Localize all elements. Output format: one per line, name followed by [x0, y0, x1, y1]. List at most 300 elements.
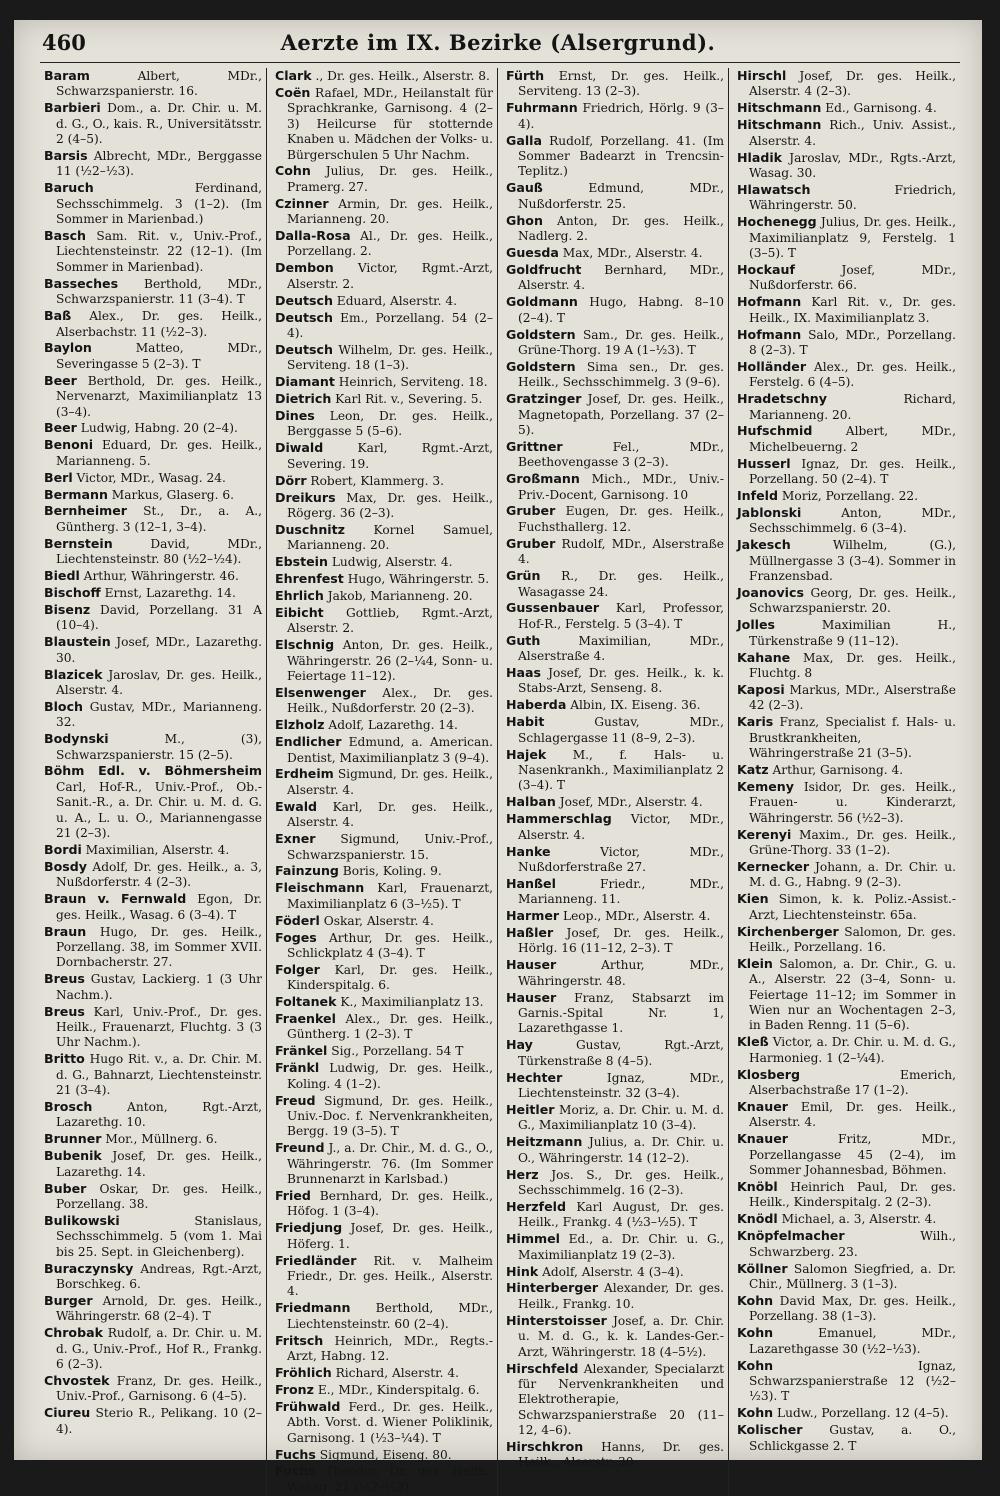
- entry-name: Burger: [44, 1292, 93, 1308]
- entry-text: Friedr., MDr., Marianneng. 11.: [518, 876, 724, 907]
- entry-text: Richard, Marianneng. 20.: [749, 392, 956, 422]
- entry-name: Kaposi: [737, 681, 785, 697]
- entry-text: Heinrich, MDr., Regts.-Arzt, Habng. 12.: [287, 1333, 493, 1364]
- entry-text: Johann, a. Dr. Chir. u. M. d. G., Habng. 9 (2–3).: [749, 859, 956, 890]
- entry-name: Deutsch: [275, 341, 333, 357]
- entry-text: Adolf, Alserstr. 4 (3–4).: [542, 1264, 684, 1279]
- directory-entry: [506, 503, 724, 535]
- directory-entry: [737, 182, 956, 214]
- entry-name: Breus: [44, 971, 85, 987]
- entry-name: Fainzung: [275, 863, 339, 879]
- entry-name: Bernheimer: [44, 503, 128, 519]
- entry-name: Haberda: [506, 697, 567, 713]
- entry-name: Cohn: [275, 163, 311, 179]
- directory-entry: [737, 100, 956, 116]
- directory-entry: [44, 891, 262, 923]
- entry-name: Fränkl: [275, 1060, 320, 1076]
- directory-entry: [737, 117, 956, 149]
- directory-entry: [737, 1179, 956, 1211]
- entry-name: Grün: [506, 568, 541, 584]
- directory-entry: [44, 1004, 262, 1051]
- entry-name: Coën: [275, 84, 311, 100]
- directory-entry: [506, 714, 724, 746]
- entry-name: Dembon: [275, 260, 334, 276]
- entry-text: Anton, Dr. ges. Heilk., Nadlerg. 2.: [518, 213, 724, 244]
- entry-name: Hirschkron: [506, 1439, 584, 1455]
- entry-text: Mich., MDr., Univ.-Priv.-Docent, Garnisong. 10: [518, 472, 725, 502]
- entry-text: Victor, a. Dr. Chir. u. M. d. G., Harmonieg. 1 (2–¼4).: [749, 1035, 957, 1065]
- directory-entry: [737, 505, 956, 537]
- entry-text: Salomon Siegfried, a. Dr. Chir., Müllnerg. 3 (1–3).: [749, 1261, 957, 1291]
- entry-name: Husserl: [737, 455, 791, 471]
- directory-entry: [44, 699, 262, 731]
- entry-text: Max, MDr., Alserstr. 4.: [562, 245, 703, 260]
- directory-entry: [506, 925, 724, 957]
- entry-name: Halban: [506, 794, 556, 810]
- entry-text: Victor, MDr., Wasag. 24.: [76, 470, 226, 485]
- entry-text: Markus, MDr., Alserstraße 42 (2–3).: [749, 682, 956, 713]
- entry-text: Arthur, Dr. ges. Heilk., Schlickplatz 4 (3–4). T: [287, 930, 494, 960]
- entry-text: Karl August, Dr. ges. Heilk., Frankg. 4 (½3–½5). T: [518, 1199, 724, 1230]
- directory-entry: [44, 1405, 262, 1437]
- directory-entry: [275, 473, 493, 489]
- entry-text: St., Dr., a. A., Güntherg. 3 (12–1, 3–4).: [56, 504, 263, 534]
- entry-name: Knöbl: [737, 1179, 778, 1195]
- directory-entry: [275, 734, 493, 766]
- directory-entry: [275, 85, 493, 163]
- entry-text: Gottlieb, Rgmt.-Arzt, Alserstr. 2.: [287, 605, 493, 636]
- directory-entry: [506, 1037, 724, 1069]
- entry-name: Exner: [275, 831, 316, 847]
- entry-name: Ghon: [506, 212, 543, 228]
- directory-columns: [40, 68, 960, 1494]
- entry-name: Dörr: [275, 472, 307, 488]
- entry-name: Hink: [506, 1263, 539, 1279]
- entry-name: Karis: [737, 714, 774, 730]
- directory-entry: [506, 811, 724, 843]
- entry-text: Jos. S., Dr. ges. Heilk., Sechsschimmelg. 16 (2–3).: [518, 1167, 725, 1198]
- entry-name: Hechter: [506, 1069, 563, 1085]
- entry-name: Kernecker: [737, 858, 810, 874]
- entry-name: Hochenegg: [737, 214, 817, 230]
- entry-name: Braun: [44, 923, 87, 939]
- entry-text: Albert, MDr., Schwarzspanierstr. 16.: [56, 69, 263, 99]
- entry-name: Katz: [737, 761, 769, 777]
- entry-name: Baylon: [44, 340, 92, 356]
- entry-name: Bernstein: [44, 535, 113, 551]
- entry-text: Karl, Univ.-Prof., Dr. ges. Heilk., Frauenarzt, Fluchtg. 3 (3 Uhr Nachm.).: [56, 1004, 262, 1050]
- entry-name: Foges: [275, 929, 317, 945]
- entry-name: Folger: [275, 961, 320, 977]
- directory-entry: [506, 990, 724, 1037]
- entry-text: Hugo, Habng. 8–10 (2–4). T: [518, 295, 724, 325]
- entry-name: Eibicht: [275, 604, 324, 620]
- directory-entry: [44, 503, 262, 535]
- entry-text: Michael, a. 3, Alserstr. 4.: [781, 1212, 937, 1227]
- entry-text: Josef, Dr. ges. Heilk., k. k. Stabs-Arzt, Senseng. 8.: [518, 666, 724, 696]
- directory-entry: [737, 423, 956, 455]
- directory-entry: [275, 310, 493, 342]
- directory-entry: [275, 831, 493, 863]
- entry-text: Arnold, Dr. ges. Heilk., Währingerstr. 68 (2–4). T: [56, 1293, 263, 1324]
- entry-name: Hlawatsch: [737, 181, 811, 197]
- entry-name: Baruch: [44, 180, 94, 196]
- entry-name: Dreikurs: [275, 489, 336, 505]
- entry-text: Moriz, a. Dr. Chir. u. M. d. G., Maximilianplatz 10 (3–4).: [518, 1103, 724, 1133]
- entry-name: Haßler: [506, 925, 554, 941]
- directory-entry: [506, 439, 724, 471]
- entry-text: Josef, MDr., Nußdorferstr. 66.: [749, 262, 957, 293]
- entry-text: Josef, Dr. ges. Heilk., Hörlg. 16 (11–12, 2–3). T: [518, 926, 725, 956]
- entry-name: Hinterstoisser: [506, 1312, 607, 1328]
- entry-text: Isidor, Dr. ges. Heilk., Frauen- u. Kinderarzt, Währingerstr. 56 (½2–3).: [749, 779, 956, 825]
- entry-text: Josef, Dr. ges. Heilk., Magnetopath, Porzellang. 37 (2–5).: [518, 392, 724, 437]
- entry-text: Rit. v. Malheim Friedr., Dr. ges. Heilk., Alserstr. 4.: [287, 1253, 493, 1299]
- entry-name: Hockauf: [737, 261, 795, 277]
- directory-entry: [506, 391, 724, 438]
- entry-text: M., f. Hals- u. Nasenkrankh., Maximilianplatz 2 (3–4). T: [518, 747, 725, 793]
- directory-entry: [44, 1373, 262, 1405]
- directory-entry: [44, 100, 262, 147]
- entry-text: Josef, MDr., Alserstr. 4.: [559, 795, 703, 810]
- directory-entry: [275, 522, 493, 554]
- entry-name: Jakesch: [737, 537, 791, 553]
- directory-entry: [506, 794, 724, 810]
- entry-text: E., MDr., Kinderspitalg. 6.: [317, 1382, 480, 1397]
- entry-name: Kleß: [737, 1034, 769, 1050]
- entry-name: Basseches: [44, 275, 119, 291]
- directory-entry: [737, 1293, 956, 1325]
- entry-name: Elzholz: [275, 717, 325, 733]
- entry-name: Guesda: [506, 244, 559, 260]
- directory-entry: [44, 585, 262, 601]
- entry-text: Bernhard, MDr., Alserstr. 4.: [518, 262, 724, 293]
- directory-entry: [275, 490, 493, 522]
- entry-name: Hanßel: [506, 875, 556, 891]
- entry-name: Fraenkel: [275, 1011, 336, 1027]
- entry-text: Ernst, Lazarethg. 14.: [104, 586, 236, 600]
- directory-entry: [737, 1228, 956, 1260]
- page-title: Aerzte im IX. Bezirke (Alsergrund).: [280, 30, 716, 55]
- directory-entry: [275, 1300, 493, 1332]
- directory-entry: [275, 554, 493, 570]
- entry-text: Eduard, Dr. ges. Heilk., Marianneng. 5.: [56, 438, 263, 468]
- entry-name: Hitschmann: [737, 100, 822, 116]
- entry-name: Kerenyi: [737, 826, 792, 842]
- entry-name: Bordi: [44, 842, 82, 857]
- entry-name: Deutsch: [275, 309, 333, 325]
- directory-entry: [44, 1325, 262, 1372]
- directory-entry: [44, 1213, 262, 1260]
- directory-entry: [737, 682, 956, 714]
- entry-text: Sigmund, Dr. ges. Heilk., Univ.-Doc. f. Nervenkrankheiten, Bergg. 19 (3–5). T: [287, 1093, 493, 1139]
- entry-name: Hauser: [506, 989, 557, 1005]
- directory-entry: [506, 471, 724, 503]
- entry-text: Jaroslav, MDr., Rgts.-Arzt, Wasag. 30.: [749, 150, 956, 180]
- entry-text: Leon, Dr. ges. Heilk., Berggasse 5 (5–6).: [287, 409, 493, 439]
- entry-text: Leop., MDr., Alserstr. 4.: [563, 909, 711, 924]
- directory-entry: [506, 1134, 724, 1166]
- directory-entry: [737, 1422, 956, 1454]
- directory-entry: [44, 487, 262, 503]
- directory-page: [14, 20, 982, 1494]
- directory-entry: [275, 342, 493, 374]
- directory-entry: [275, 1220, 493, 1252]
- entry-text: Emanuel, MDr., Lazarethgasse 30 (½2–½3).: [749, 1326, 957, 1356]
- directory-entry: [506, 262, 724, 294]
- page-number: 460: [42, 30, 86, 55]
- entry-text: Sigmund, Eiseng. 80.: [319, 1447, 452, 1462]
- entry-name: Fränkel: [275, 1043, 328, 1059]
- directory-entry: [275, 1093, 493, 1140]
- entry-name: Ebstein: [275, 554, 328, 570]
- directory-entry: [44, 180, 262, 227]
- entry-name: Gratzinger: [506, 391, 582, 407]
- directory-entry: [506, 1439, 724, 1471]
- directory-entry: [737, 617, 956, 649]
- entry-text: Arthur, Garnisong. 4.: [772, 762, 904, 777]
- directory-entry: [275, 68, 493, 84]
- entry-text: Rudolf, MDr., Alserstraße 4.: [518, 536, 725, 567]
- entry-text: Markus, Glaserg. 6.: [111, 487, 234, 502]
- directory-entry: [275, 1188, 493, 1220]
- entry-text: Rafael, MDr., Heilanstalt für Sprachkranke, Garnisong. 4 (2–3) Heilcurse für stotternde Knaben u. Mädchen der Volks- u. Bürgerschulen 5 Uhr Nachm.: [287, 85, 493, 162]
- entry-text: Egon, Dr. ges. Heilk., Wasag. 6 (3–4). T: [56, 892, 263, 922]
- entry-text: M., (3), Schwarzspanierstr. 15 (2–5).: [56, 732, 262, 762]
- entry-text: Heinrich, Serviteng. 18.: [338, 375, 488, 390]
- entry-name: Dietrich: [275, 391, 332, 407]
- directory-entry: [506, 600, 724, 632]
- directory-entry: [506, 957, 724, 989]
- entry-text: Gustav, MDr., Schlagergasse 11 (8–9, 2–3).: [518, 715, 724, 745]
- entry-name: Hofmann: [737, 294, 802, 310]
- directory-entry: [44, 68, 262, 100]
- entry-name: Kohn: [737, 1357, 774, 1373]
- entry-name: Berl: [44, 469, 73, 485]
- entry-name: Hirschfeld: [506, 1360, 579, 1376]
- entry-text: Jakob, Marianneng. 20.: [327, 589, 473, 603]
- directory-entry: [737, 1067, 956, 1099]
- entry-name: Hirschl: [737, 68, 787, 83]
- entry-name: Fuhrmann: [506, 100, 578, 116]
- directory-entry: [506, 68, 724, 100]
- entry-text: Anton, MDr., Sechsschimmelg. 6 (3–4).: [749, 505, 957, 536]
- directory-entry: [275, 1382, 493, 1398]
- entry-text: Friedrich, Währingerstr. 50.: [749, 182, 956, 213]
- entry-text: Wilh., Schwarzberg. 23.: [749, 1229, 956, 1259]
- directory-entry: [44, 437, 262, 469]
- entry-name: Hammerschlag: [506, 811, 612, 827]
- entry-text: Gustav, MDr., Marianneng. 32.: [56, 699, 263, 730]
- entry-name: Czinner: [275, 195, 329, 211]
- directory-entry: [275, 1399, 493, 1446]
- entry-name: Beer: [44, 420, 77, 436]
- entry-text: Dom., a. Dr. Chir. u. M. d. G., O., kais. R., Universitätsstr. 2 (4–5).: [56, 101, 262, 147]
- entry-text: Wilhelm, (G.), Müllnergasse 3 (3–4). Sommer in Franzensbad.: [749, 538, 957, 584]
- entry-name: Kahane: [737, 649, 791, 665]
- entry-name: Herz: [506, 1166, 539, 1182]
- directory-entry: [275, 1140, 493, 1187]
- entry-text: Julius, Dr. ges. Heilk., Pramerg. 27.: [287, 164, 493, 194]
- entry-name: Heitzmann: [506, 1134, 583, 1150]
- directory-entry: [737, 714, 956, 761]
- entry-text: Ernst, Dr. ges. Heilk., Serviteng. 13 (2–3).: [518, 69, 725, 99]
- column-1: [40, 68, 267, 1496]
- entry-name: Heitler: [506, 1102, 555, 1117]
- directory-entry: [275, 163, 493, 195]
- entry-name: Jablonski: [737, 504, 802, 520]
- directory-entry: [275, 374, 493, 390]
- entry-name: Goldmann: [506, 294, 578, 310]
- directory-entry: [737, 150, 956, 182]
- entry-name: Beer: [44, 372, 77, 388]
- directory-entry: [44, 859, 262, 891]
- directory-entry: [44, 1293, 262, 1325]
- directory-entry: [44, 1099, 262, 1131]
- directory-entry: [737, 1034, 956, 1066]
- entry-name: Harmer: [506, 908, 560, 924]
- entry-name: Barsis: [44, 148, 88, 164]
- entry-name: Föderl: [275, 912, 320, 928]
- entry-text: Maximilian, MDr., Alserstraße 4.: [518, 633, 724, 664]
- entry-text: Karl, Frauenarzt, Maximilianplatz 6 (3–½5). T: [287, 881, 494, 911]
- directory-entry: [44, 634, 262, 666]
- entry-text: Sterio R., Pelikang. 10 (2–4).: [56, 1406, 263, 1436]
- directory-entry: [275, 1253, 493, 1300]
- entry-name: Duschnitz: [275, 521, 345, 537]
- directory-entry: [737, 1211, 956, 1227]
- directory-entry: [44, 308, 262, 340]
- entry-name: Kolischer: [737, 1422, 803, 1438]
- entry-text: Franz, Stabsarzt im Garnis.-Spital Nr. 1, Lazarethgasse 1.: [518, 990, 725, 1036]
- entry-name: Fürth: [506, 68, 545, 83]
- entry-name: Holländer: [737, 358, 807, 374]
- entry-name: Jolles: [737, 617, 776, 633]
- directory-entry: [44, 420, 262, 436]
- entry-name: Ewald: [275, 798, 318, 814]
- entry-name: Fronz: [275, 1381, 314, 1397]
- page-header: [14, 26, 982, 60]
- entry-name: Haas: [506, 665, 542, 681]
- entry-text: Karl, Professor, Hof-R., Ferstelg. 5 (3–4). T: [518, 601, 724, 631]
- entry-name: Böhm Edl. v. Böhmersheim: [44, 763, 262, 779]
- entry-name: Deutsch: [275, 292, 333, 308]
- entry-text: R., Dr. ges. Heilk., Wasagasse 24.: [518, 569, 725, 599]
- entry-name: Ehrenfest: [275, 571, 344, 587]
- entry-text: David, Porzellang. 31 A (10–4).: [56, 602, 262, 633]
- entry-name: Klein: [737, 955, 773, 971]
- entry-text: Franz, Specialist f. Hals- u. Brustkrankheiten, Währingerstraße 21 (3–5).: [749, 715, 957, 761]
- entry-text: Maximilian, Alserstr. 4.: [85, 843, 230, 857]
- entry-text: Andreas, Rgt.-Arzt, Borschkeg. 6.: [56, 1261, 262, 1291]
- directory-entry: [506, 294, 724, 326]
- directory-entry: [506, 1264, 724, 1280]
- directory-entry: [44, 602, 262, 634]
- entry-name: Britto: [44, 1051, 85, 1067]
- directory-entry: [44, 924, 262, 971]
- directory-entry: [737, 456, 956, 488]
- directory-entry: [506, 876, 724, 908]
- entry-text: Sig., Porzellang. 54 T: [331, 1044, 464, 1059]
- directory-entry: [44, 373, 262, 420]
- entry-text: Hugo, Währingerstr. 5.: [347, 572, 490, 587]
- entry-text: Anton, Dr. ges. Heilk., Währingerstr. 26 (2–¼4, Sonn- u. Feiertage 11–12).: [287, 638, 493, 684]
- entry-name: Gruber: [506, 503, 556, 519]
- entry-text: Gustav, a. O., Schlickgasse 2. T: [749, 1423, 956, 1453]
- entry-name: Knauer: [737, 1099, 788, 1114]
- entry-name: Blaustein: [44, 634, 111, 650]
- entry-text: Salomon, a. Dr. Chir., G. u. A., Alserstr. 22 (3–4, Sonn- u. Feiertage 11–12; im Sommer in Wien nur an Wochentagen 2–3, in Baden Renng. 11 (5–6).: [749, 956, 956, 1033]
- directory-entry: [506, 1361, 724, 1439]
- entry-text: Josef, a. Dr. Chir. u. M. d. G., k. k. Landes-Ger.-Arzt, Währingerstr. 18 (4–5½).: [518, 1313, 725, 1359]
- directory-entry: [275, 994, 493, 1010]
- entry-text: Heinrich Paul, Dr. ges. Heilk., Kinderspitalg. 2 (2–3).: [749, 1180, 956, 1210]
- entry-text: Boris, Koling. 9.: [342, 864, 442, 879]
- directory-entry: [44, 228, 262, 275]
- entry-text: David Max, Dr. ges. Heilk., Porzellang. 38 (1–3).: [749, 1293, 957, 1324]
- entry-text: Mor., Müllnerg. 6.: [105, 1132, 218, 1147]
- entry-text: Adolf, Dr. ges. Heilk., a. 3, Nußdorferstr. 4 (2–3).: [56, 859, 262, 890]
- entry-name: Himmel: [506, 1231, 560, 1247]
- directory-entry: [737, 585, 956, 617]
- entry-text: Hanns, Dr. ges. Heilk., Alserstr. 30.: [518, 1440, 724, 1470]
- entry-name: Fuchs: [275, 1446, 316, 1462]
- entry-text: Albert, MDr., Michelbeuerng. 2: [749, 424, 957, 454]
- directory-entry: [737, 1131, 956, 1178]
- entry-name: Kirchenberger: [737, 923, 839, 939]
- entry-name: Hajek: [506, 746, 547, 762]
- entry-name: Kien: [737, 891, 769, 907]
- directory-entry: [275, 1011, 493, 1043]
- entry-name: Bermann: [44, 486, 108, 502]
- entry-text: Jaroslav, Dr. ges. Heilk., Alserstr. 4.: [56, 667, 263, 697]
- directory-entry: [506, 213, 724, 245]
- entry-name: Goldstern: [506, 326, 576, 342]
- entry-text: Victor, Rgmt.-Arzt, Alserstr. 2.: [287, 261, 494, 291]
- directory-entry: [737, 827, 956, 859]
- entry-text: K., Maximilianplatz 13.: [340, 995, 484, 1010]
- entry-text: Rudolf, a. Dr. Chir. u. M. d. G., Univ.-Prof., Hof R., Frankg. 6 (2–3).: [56, 1326, 263, 1371]
- directory-entry: [275, 228, 493, 260]
- entry-name: Fuchs: [275, 1463, 316, 1479]
- entry-name: Endlicher: [275, 734, 342, 750]
- entry-text: Fel., MDr., Beethovengasse 3 (2–3).: [518, 439, 724, 470]
- entry-name: Hanke: [506, 843, 551, 859]
- entry-text: Ludw., Porzellang. 12 (4–5).: [777, 1406, 949, 1421]
- entry-text: Hugo, Dr. ges. Heilk., Porzellang. 38, im Sommer XVII. Dornbacherstr. 27.: [56, 924, 262, 970]
- entry-name: Braun v. Fernwald: [44, 891, 187, 907]
- directory-entry: [275, 766, 493, 798]
- entry-name: Guth: [506, 632, 541, 648]
- directory-entry: [506, 568, 724, 600]
- entry-text: Alex., Dr. ges. Heilk., Alserbachstr. 11 (½2–3).: [56, 309, 263, 339]
- directory-entry: [275, 440, 493, 472]
- entry-text: Fritz, MDr., Porzellangasse 45 (2–4), im Sommer Johannesbad, Böhmen.: [749, 1132, 956, 1178]
- entry-text: Ludwig, Dr. ges. Heilk., Koling. 4 (1–2).: [287, 1061, 494, 1091]
- entry-name: Gruber: [506, 535, 556, 551]
- entry-text: Eugen, Dr. ges. Heilk., Fuchsthallerg. 12.: [518, 504, 724, 534]
- entry-text: Anton, Rgt.-Arzt, Lazarethg. 10.: [56, 1100, 262, 1130]
- entry-text: Josef, Dr. ges. Heilk., Lazarethg. 14.: [56, 1149, 263, 1179]
- entry-text: Julius, a. Dr. Chir. u. O., Währingerstr. 14 (12–2).: [518, 1135, 725, 1165]
- entry-text: Wilhelm, Dr. ges. Heilk., Serviteng. 18 (1–3).: [287, 342, 494, 373]
- entry-name: Baram: [44, 68, 90, 83]
- directory-entry: [275, 408, 493, 440]
- entry-text: Sigmund, Univ.-Prof., Schwarzspanierstr. 15.: [287, 832, 493, 862]
- entry-text: David, MDr., Liechtensteinstr. 80 (½2–½4).: [56, 536, 262, 567]
- column-4: [733, 68, 960, 1496]
- entry-name: Joanovics: [737, 585, 804, 600]
